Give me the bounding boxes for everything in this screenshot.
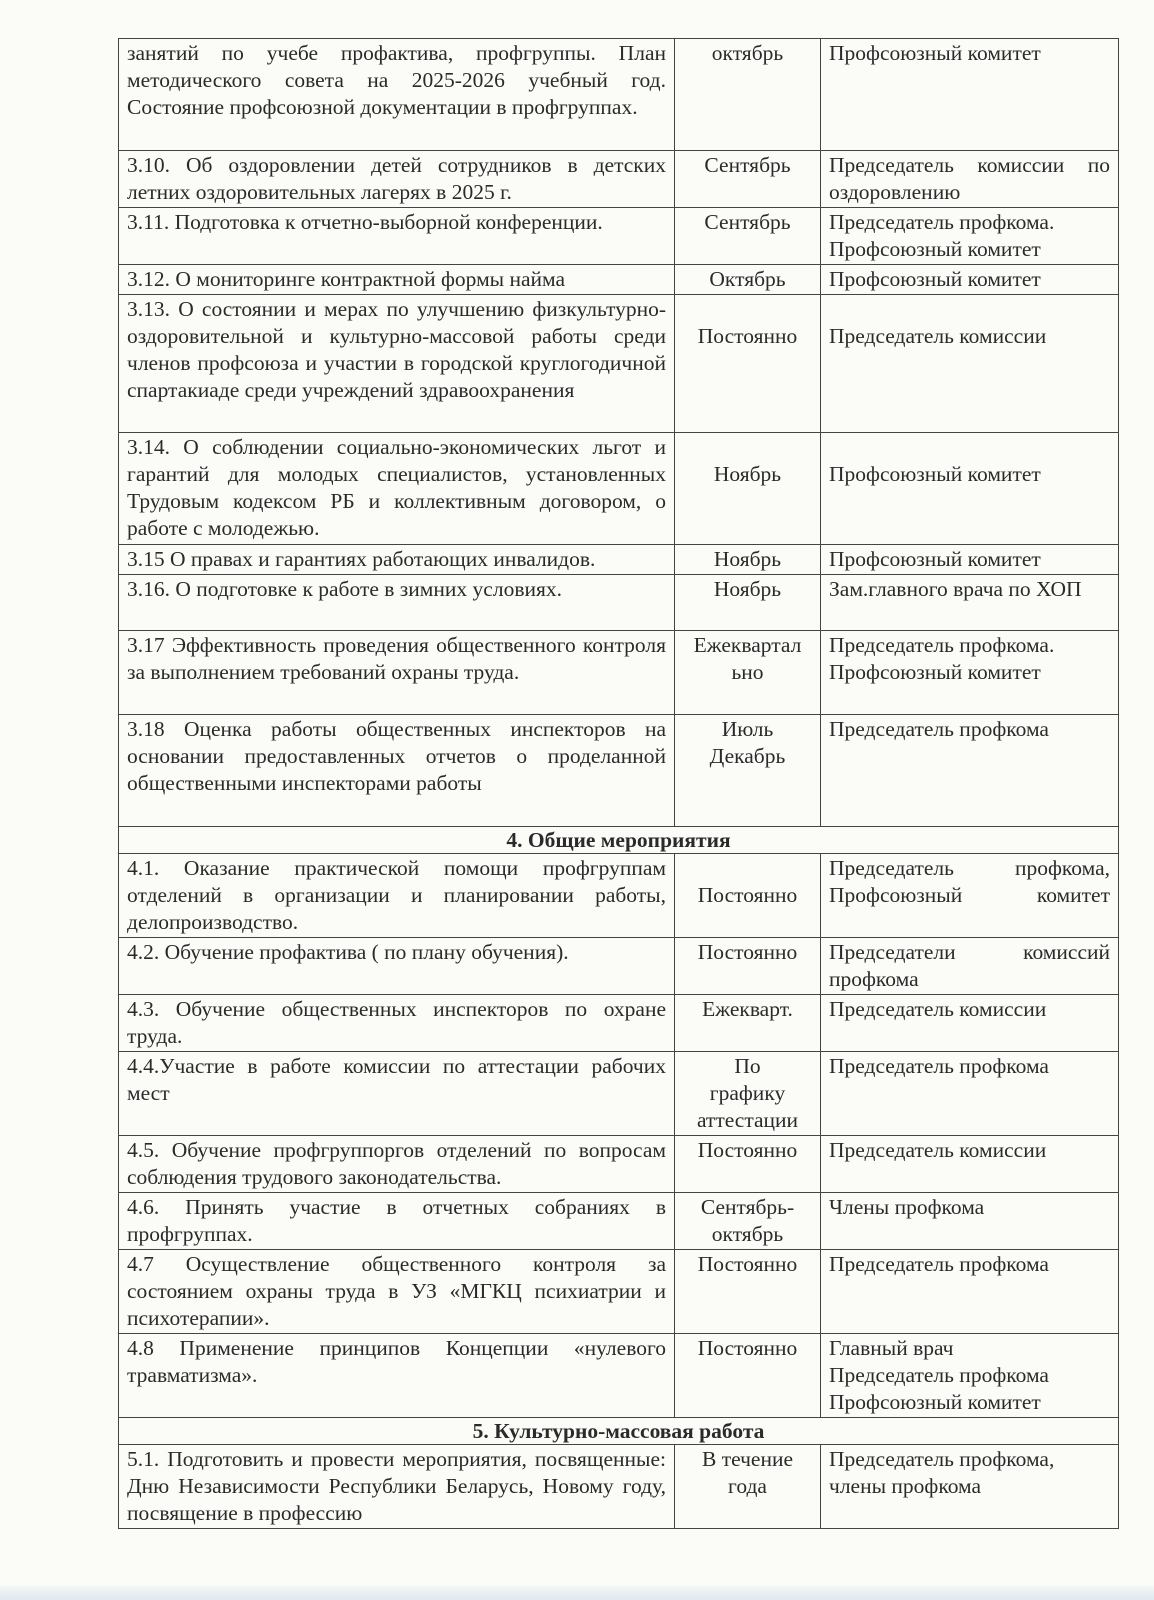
responsible-cell [821,1334,1119,1418]
deadline-cell [675,545,821,575]
table-row [119,854,1119,938]
deadline-cell [675,208,821,265]
responsible-text: Главный врач [829,1336,954,1360]
deadline-text: Постоянно [697,1336,798,1360]
deadline-text: Июль [721,717,774,741]
table-row [119,995,1119,1052]
responsible-text: Профсоюзный комитет [829,462,1041,486]
deadline-text: графику [709,1081,786,1105]
activity-cell: 3.16. О подготовке к работе в зимних условиях. [119,575,675,631]
deadline-text: Декабрь [709,744,786,768]
responsible-cell [821,631,1119,715]
table-row [119,1250,1119,1334]
deadline-cell [675,631,821,715]
responsible-text: Председатель комиссии [829,997,1047,1021]
responsible-cell [821,39,1119,151]
deadline-cell [675,39,821,151]
deadline-text: Сентябрь [704,153,791,177]
deadline-text: Постоянно [697,324,798,348]
table-row [119,208,1119,265]
deadline-text: Постоянно [697,940,798,964]
table-row [119,575,1119,631]
deadline-cell [675,1250,821,1334]
table-row [119,1052,1119,1136]
deadline-text: Ноябрь [713,462,782,486]
table-row [119,151,1119,208]
deadline-text: Ноябрь [713,577,782,601]
table-row [119,715,1119,827]
deadline-text: октябрь [711,1222,784,1246]
activity-cell: 5.1. Подготовить и провести мероприятия, посвященные: Дню Независимости Республики Беларусь, Новому году, посвящение в профессию [119,1445,675,1529]
deadline-text: Постоянно [697,1138,798,1162]
responsible-cell [821,1193,1119,1250]
activity-cell: 4.2. Обучение профактива ( по плану обучения). [119,938,675,995]
responsible-text: члены профкома [829,1474,982,1498]
deadline-cell [675,295,821,433]
deadline-cell [675,1052,821,1136]
responsible-cell: Председатели комиссий профкома [821,938,1119,995]
deadline-text: Ноябрь [713,547,782,571]
activity-cell: занятий по учебе профактива, профгруппы. План методического совета на 2025-2026 учебный год. Состояние профсоюзной документации в профгруппах. [119,39,675,151]
deadline-text: Ежекварт. [702,997,793,1021]
scan-edge [0,1586,1154,1600]
deadline-text: Ежеквартал [693,633,802,657]
responsible-cell [821,1136,1119,1193]
responsible-cell [821,295,1119,433]
plan-table [118,38,1119,1529]
responsible-text: Профсоюзный комитет [829,547,1041,571]
responsible-text: Председатель профкома, [829,856,1110,880]
activity-cell: 3.17 Эффективность проведения общественного контроля за выполнением требований охраны труда. [119,631,675,715]
responsible-cell [821,1052,1119,1136]
table-row [119,1136,1119,1193]
deadline-cell [675,265,821,295]
section-header-row [119,1418,1119,1445]
activity-cell: 4.6. Принять участие в отчетных собраниях в профгруппах. [119,1193,675,1250]
deadline-cell [675,575,821,631]
table-row [119,265,1119,295]
deadline-cell [675,1445,821,1529]
table-row [119,433,1119,545]
table-row [119,1445,1119,1529]
deadline-text: аттестации [696,1108,799,1132]
activity-cell: 4.7 Осуществление общественного контроля за состоянием охраны труда в УЗ «МГКЦ психиатрии и психотерапии». [119,1250,675,1334]
activity-cell: 3.13. О состоянии и мерах по улучшению физкультурно-оздоровительной и культурно-массовой работы среди членов профсоюза и участии в городской круглогодичной спартакиаде среди учреждений здравоохранения [119,295,675,433]
responsible-text: Председатель профкома [829,1054,1049,1078]
activity-cell: 3.18 Оценка работы общественных инспекторов на основании предоставленных отчетов о проделанной общественными инспекторами работы [119,715,675,827]
activity-cell: 4.4.Участие в работе комиссии по аттестации рабочих мест [119,1052,675,1136]
responsible-text: Председатель профкома [829,1363,1049,1387]
table-row [119,631,1119,715]
deadline-text: октябрь [711,41,784,65]
deadline-cell [675,433,821,545]
responsible-text: Председатель профкома [829,717,1049,741]
table-row [119,1334,1119,1418]
responsible-text: Председатель комиссии [829,324,1047,348]
deadline-text: Октябрь [709,267,786,291]
deadline-text: ьно [731,660,764,684]
deadline-text: года [728,1474,767,1498]
section-title: 4. Общие мероприятия [119,827,1119,854]
responsible-cell: Председатель комиссии по оздоровлению [821,151,1119,208]
deadline-text: Постоянно [697,1252,798,1276]
deadline-cell [675,1334,821,1418]
responsible-text: Профсоюзный комитет [829,660,1041,684]
deadline-cell [675,1193,821,1250]
table-row [119,1193,1119,1250]
activity-cell: 4.1. Оказание практической помощи профгруппам отделений в организации и планировании работы, делопроизводство. [119,854,675,938]
responsible-text: Председатель профкома [829,1252,1049,1276]
deadline-text: В течение [701,1447,794,1471]
responsible-cell [821,995,1119,1052]
deadline-cell [675,938,821,995]
plan-table-body [119,39,1119,1529]
responsible-cell [821,545,1119,575]
deadline-cell [675,854,821,938]
responsible-text: Председатель профкома. [829,210,1055,234]
activity-cell: 4.8 Применение принципов Концепции «нулевого травматизма». [119,1334,675,1418]
responsible-cell [821,715,1119,827]
table-row [119,545,1119,575]
deadline-cell [675,995,821,1052]
responsible-text: Председатель комиссии [829,1138,1047,1162]
responsible-text: Профсоюзный комитет [829,267,1041,291]
responsible-cell [821,854,1119,938]
responsible-cell [821,265,1119,295]
activity-cell: 3.10. Об оздоровлении детей сотрудников в детских летних оздоровительных лагерях в 2025 г. [119,151,675,208]
document-page [118,38,1118,1529]
responsible-text: Профсоюзный комитет [829,237,1041,261]
deadline-text: Сентябрь- [700,1195,795,1219]
responsible-cell [821,1250,1119,1334]
deadline-text: По [734,1054,761,1078]
activity-cell: 3.11. Подготовка к отчетно-выборной конференции. [119,208,675,265]
deadline-text: Сентябрь [704,210,791,234]
activity-cell: 3.14. О соблюдении социально-экономических льгот и гарантий для молодых специалистов, установленных Трудовым кодексом РБ и коллективным договором, о работе с молодежью. [119,433,675,545]
responsible-text: Профсоюзный комитет [829,883,1110,907]
responsible-cell: Зам.главного врача по ХОП [821,575,1119,631]
responsible-cell [821,433,1119,545]
activity-cell: 4.5. Обучение профгруппоргов отделений по вопросам соблюдения трудового законодательства. [119,1136,675,1193]
deadline-text: Постоянно [697,883,798,907]
table-row [119,295,1119,433]
responsible-text: Профсоюзный комитет [829,41,1041,65]
activity-cell: 4.3. Обучение общественных инспекторов по охране труда. [119,995,675,1052]
activity-cell: 3.12. О мониторинге контрактной формы найма [119,265,675,295]
deadline-cell [675,151,821,208]
responsible-text: Профсоюзный комитет [829,1390,1041,1414]
activity-cell: 3.15 О правах и гарантиях работающих инвалидов. [119,545,675,575]
table-row [119,938,1119,995]
responsible-cell [821,208,1119,265]
section-header-row [119,827,1119,854]
responsible-text: Председатель профкома. [829,633,1055,657]
section-title: 5. Культурно-массовая работа [119,1418,1119,1445]
responsible-text: Председатель профкома, [829,1447,1055,1471]
deadline-cell [675,1136,821,1193]
table-row [119,39,1119,151]
responsible-text: Члены профкома [829,1195,985,1219]
responsible-cell [821,1445,1119,1529]
deadline-cell [675,715,821,827]
